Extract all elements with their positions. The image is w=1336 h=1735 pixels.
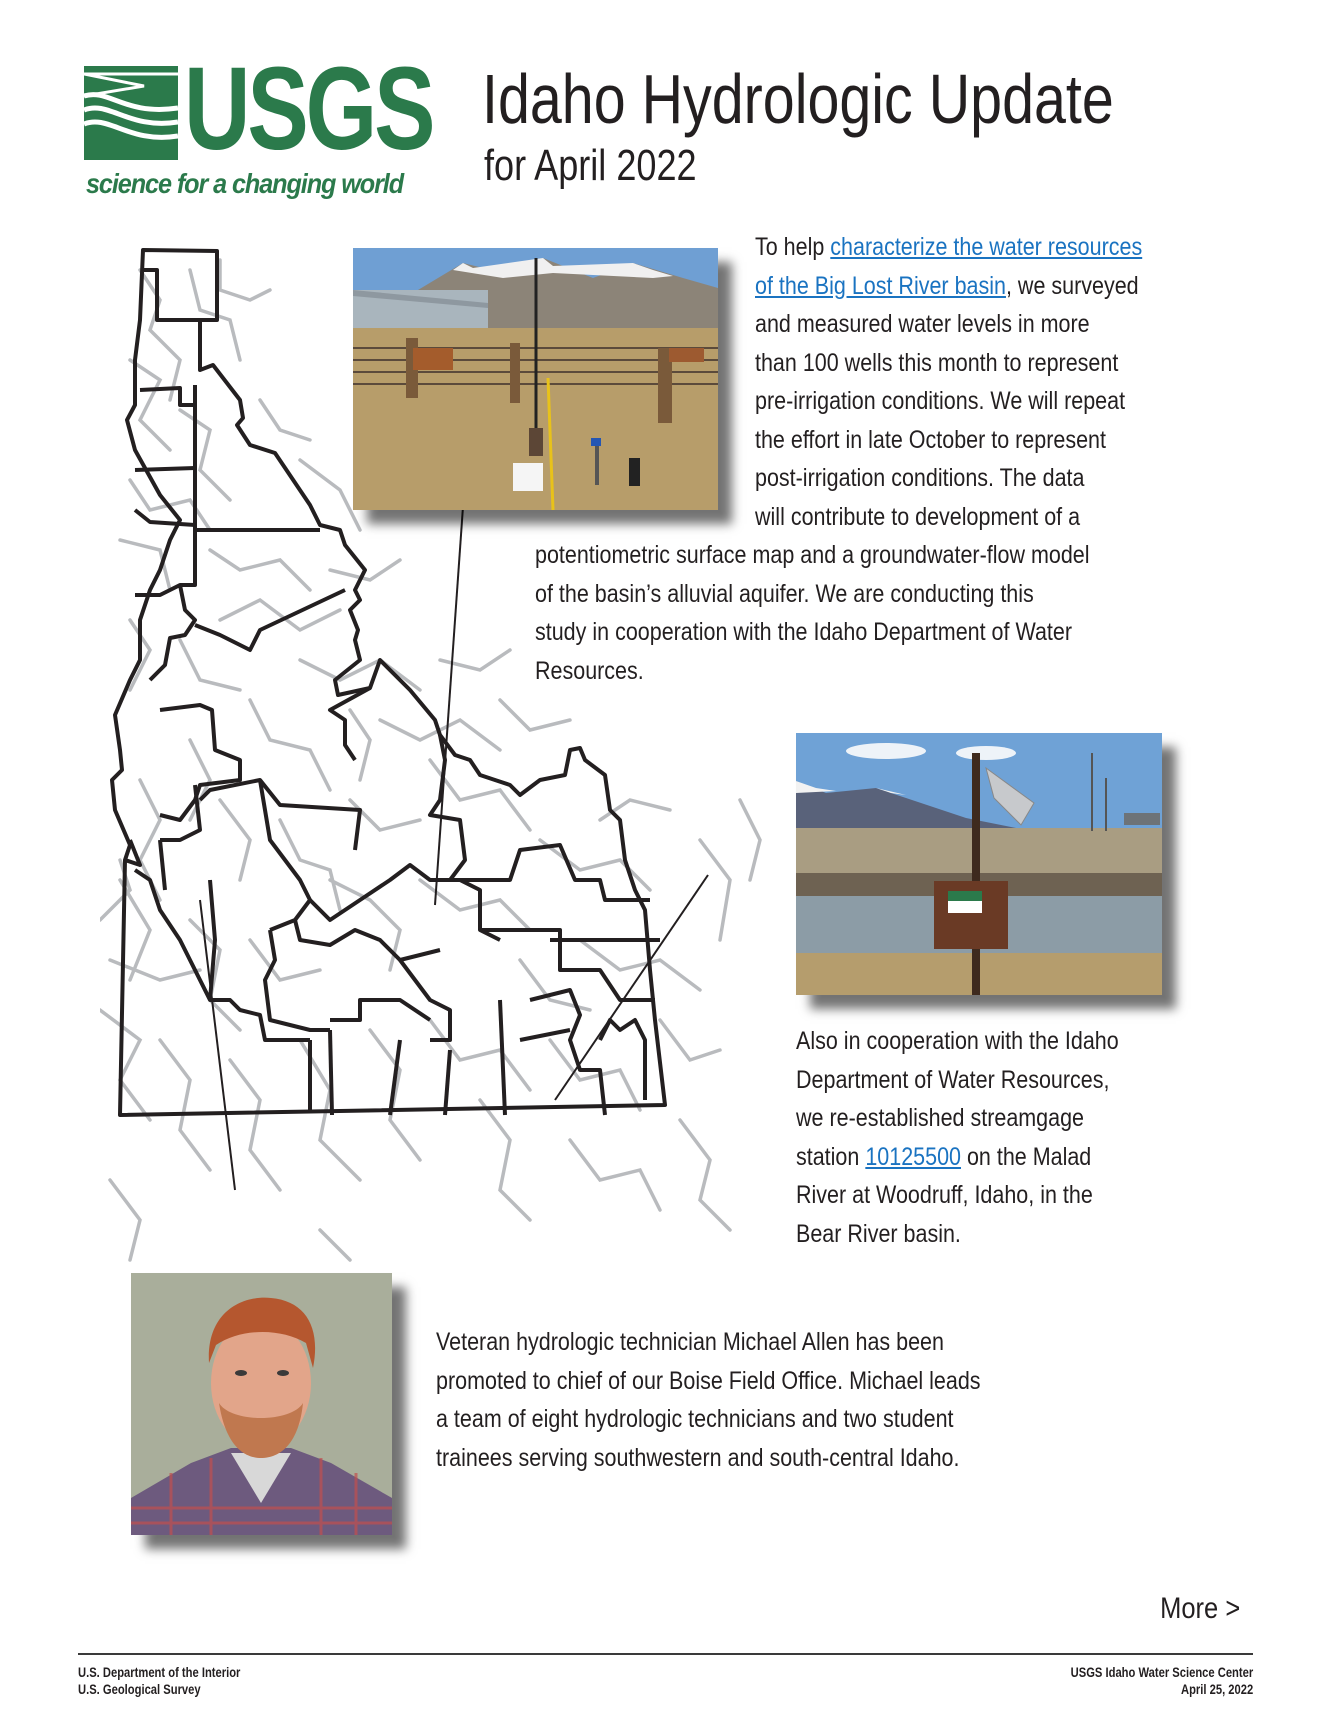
article-malad-river-text xyxy=(796,1022,1119,1253)
text-line: To help characterize the water resources xyxy=(755,233,1143,261)
text-line: River at Woodruff, Idaho, in the xyxy=(796,1181,1093,1209)
photo-michael-allen xyxy=(131,1273,392,1535)
article-big-lost-river-text-cont xyxy=(535,536,1090,690)
text-line: post-irrigation conditions. The data xyxy=(755,464,1085,492)
text-line: will contribute to development of a xyxy=(755,502,1081,531)
article-staff-promotion-text xyxy=(436,1323,981,1477)
text-line: of the basin’s alluvial aquifer. We are conducting this xyxy=(535,579,1034,608)
text-line: potentiometric surface map and a groundwater-flow model xyxy=(535,541,1090,569)
footer-center: USGS Idaho Water Science Center xyxy=(1070,1664,1253,1680)
footer-divider xyxy=(78,1653,1253,1655)
text-line: Also in cooperation with the Idaho xyxy=(796,1027,1119,1055)
text-line: pre-irrigation conditions. We will repeat xyxy=(755,387,1126,415)
usgs-tagline: science for a changing world xyxy=(86,168,404,199)
footer-department: U.S. Department of the Interior xyxy=(78,1664,241,1680)
text-line: Veteran hydrologic technician Michael Allen has been xyxy=(436,1328,944,1356)
page-title: Idaho Hydrologic Update xyxy=(482,60,1114,138)
text-line: a team of eight hydrologic technicians and two student xyxy=(436,1405,954,1433)
text-line: station 10125500 on the Malad xyxy=(796,1142,1092,1171)
text-line: the effort in late October to represent xyxy=(755,425,1106,454)
text-line: than 100 wells this month to represent xyxy=(755,348,1119,377)
portrait-photo-graphic xyxy=(131,1273,392,1535)
station-10125500-link[interactable]: 10125500 xyxy=(865,1142,961,1171)
text-line: of the Big Lost River basin, we surveyed xyxy=(755,271,1139,300)
footer-left xyxy=(78,1664,240,1698)
big-lost-river-link[interactable]: characterize the water resources xyxy=(830,233,1143,261)
photo-malad-river-streamgage xyxy=(796,733,1162,995)
text-line: promoted to chief of our Boise Field Office. Michael leads xyxy=(436,1366,981,1395)
usgs-wordmark: USGS xyxy=(184,43,433,175)
streamgage-photo-graphic xyxy=(796,733,1162,995)
text-line: trainees serving southwestern and south-central Idaho. xyxy=(436,1443,960,1472)
text-line: Bear River basin. xyxy=(796,1219,961,1248)
text-line: study in cooperation with the Idaho Department of Water xyxy=(535,618,1073,646)
corral-well-photo-graphic xyxy=(353,248,718,510)
usgs-logo[interactable] xyxy=(84,43,442,204)
text-line: Department of Water Resources, xyxy=(796,1065,1110,1094)
usgs-wave-icon xyxy=(84,66,178,160)
footer-right xyxy=(1070,1664,1253,1698)
text-line: Resources. xyxy=(535,656,644,685)
more-link[interactable]: More > xyxy=(1159,1592,1240,1625)
page-subtitle: for April 2022 xyxy=(484,141,697,190)
text-line: we re-established streamgage xyxy=(796,1104,1085,1132)
text-line: and measured water levels in more xyxy=(755,310,1090,338)
article-big-lost-river-text xyxy=(755,228,1142,536)
footer-agency: U.S. Geological Survey xyxy=(78,1681,201,1697)
photo-big-lost-river-well xyxy=(353,248,718,510)
footer-date: April 25, 2022 xyxy=(1180,1681,1253,1697)
big-lost-river-link-cont[interactable]: of the Big Lost River basin xyxy=(755,271,1006,300)
